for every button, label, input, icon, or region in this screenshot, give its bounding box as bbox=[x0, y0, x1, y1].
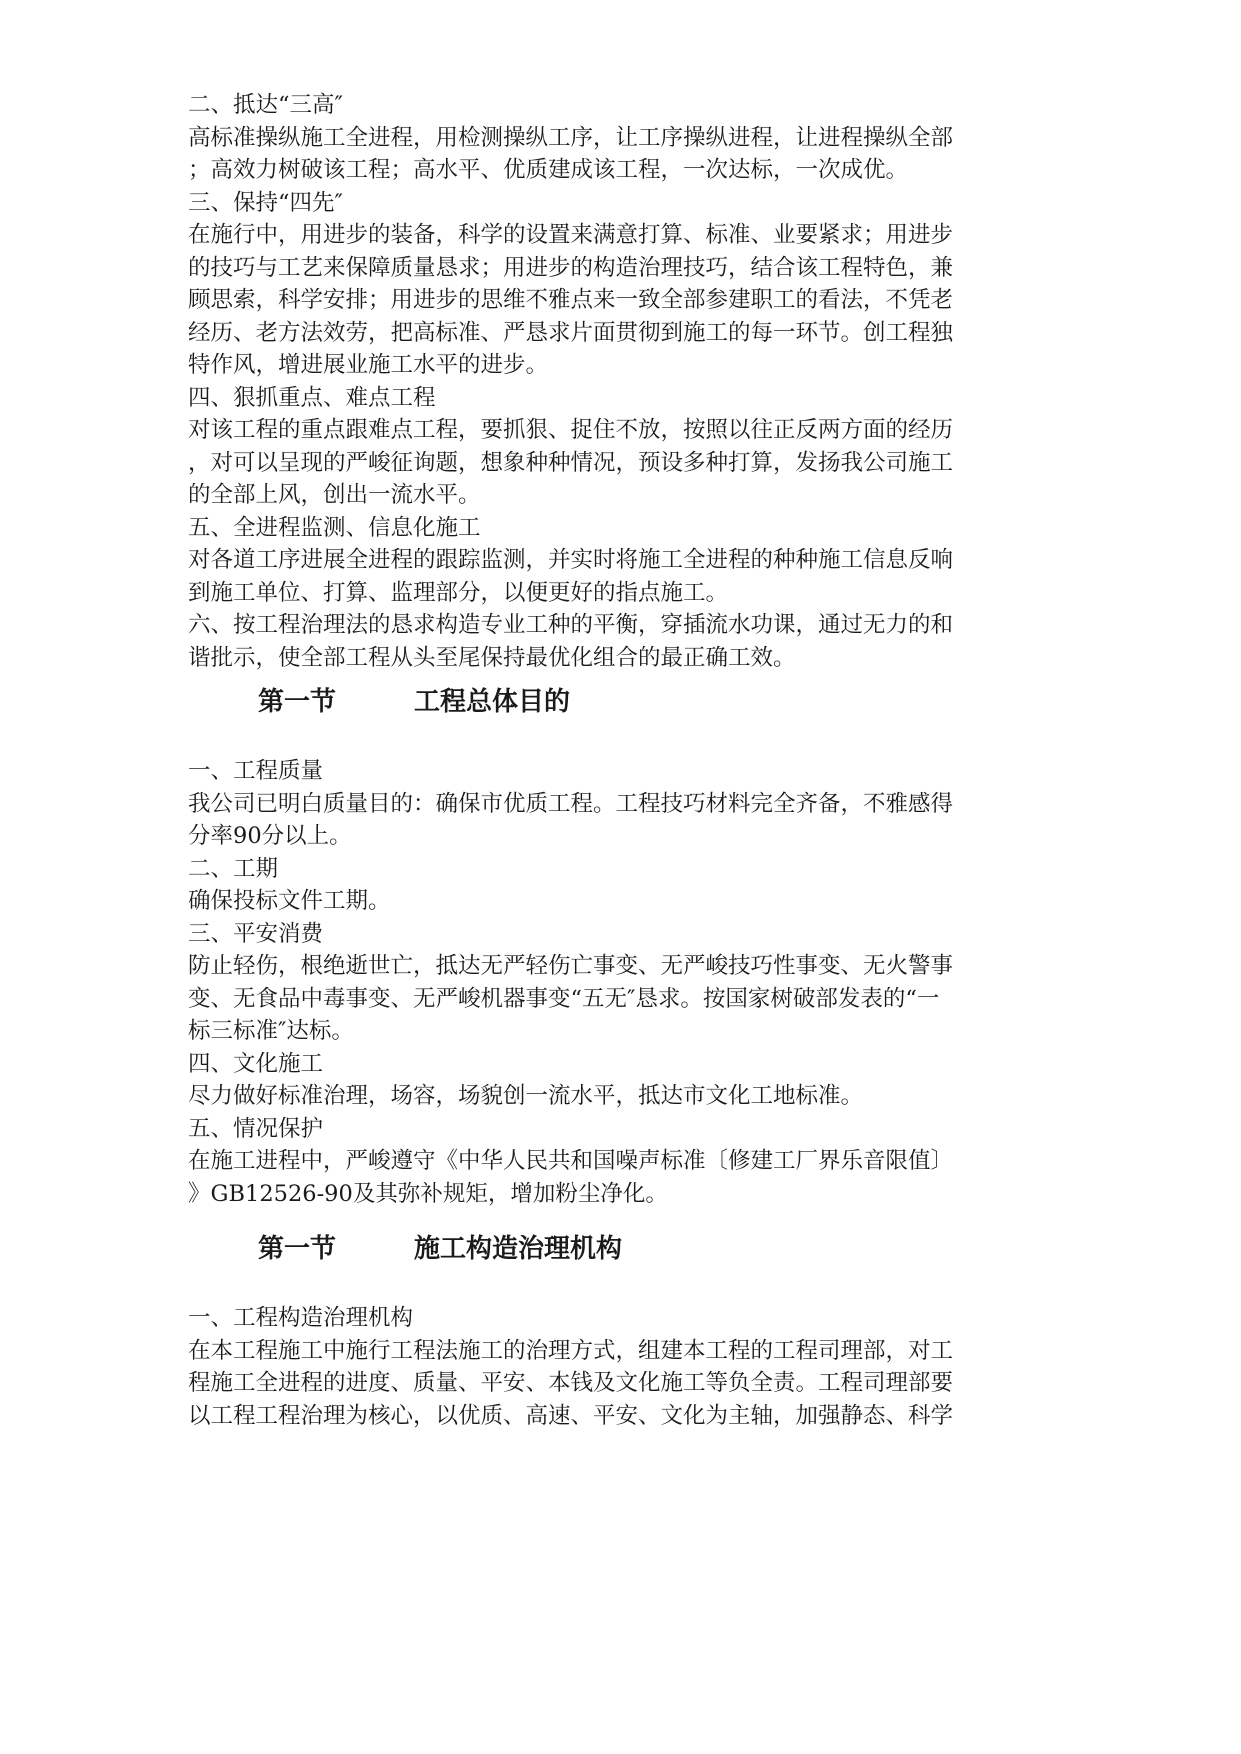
text-line: 对该工程的重点跟难点工程，要抓狠、捉住不放，按照以往正反两方面的经历 bbox=[188, 417, 954, 443]
text-line: 高标准操纵施工全进程，用检测操纵工序，让工序操纵进程，让进程操纵全部 bbox=[188, 124, 954, 151]
text-block-organization bbox=[188, 1302, 1048, 1432]
text-line: ，对可以呈现的严峻征询题，想象种种情况，预设多种打算，发扬我公司施工 bbox=[188, 449, 954, 476]
text-line: 的技巧与工艺来保障质量恳求；用进步的构造治理技巧，结合该工程特色，兼 bbox=[188, 254, 954, 281]
section-heading-overall-goals bbox=[258, 684, 571, 720]
text-line: 一、工程构造治理机构 bbox=[188, 1305, 414, 1331]
text-line: 四、狠抓重点、难点工程 bbox=[188, 384, 436, 411]
section-title: 工程总体目的 bbox=[414, 687, 571, 717]
section-heading-organization bbox=[258, 1231, 623, 1267]
section-title: 施工构造治理机构 bbox=[414, 1234, 623, 1264]
text-line: 顾思索，科学安排；用进步的思维不雅点来一致全部参建职工的看法，不凭老 bbox=[188, 287, 954, 313]
text-line: 五、情况保护 bbox=[188, 1115, 324, 1142]
text-line: 变、无食品中毒事变、无严峻机器事变“五无″恳求。按国家树破部发表的“一 bbox=[188, 985, 940, 1012]
text-line: 我公司已明白质量目的：确保市优质工程。工程技巧材料完全齐备，不雅感得 bbox=[188, 790, 954, 817]
text-line: 防止轻伤，根绝逝世亡，抵达无严轻伤亡事变、无严峻技巧性事变、无火警事 bbox=[188, 953, 954, 979]
text-line: 经历、老方法效劳，把高标准、严恳求片面贯彻到施工的每一环节。创工程独 bbox=[188, 319, 954, 346]
text-block-overall-goals bbox=[188, 755, 1048, 1210]
text-line: 三、平安消费 bbox=[188, 920, 324, 947]
text-line: 确保投标文件工期。 bbox=[188, 888, 391, 914]
text-line: 的全部上风，创出一流水平。 bbox=[188, 482, 481, 508]
text-line: 在施行中，用进步的装备，科学的设置来满意打算、标准、业要紧求；用进步 bbox=[188, 222, 954, 248]
text-line: 谐批示，使全部工程从头至尾保持最优化组合的最正确工效。 bbox=[188, 644, 796, 671]
text-line: 一、工程质量 bbox=[188, 758, 324, 784]
section-number: 第一节 bbox=[258, 1234, 337, 1264]
text-line: ；高效力树破该工程；高水平、优质建成该工程，一次达标，一次成优。 bbox=[188, 157, 909, 183]
text-line: 在本工程施工中施行工程法施工的治理方式，组建本工程的工程司理部，对工 bbox=[188, 1337, 954, 1364]
text-line: 到施工单位、打算、监理部分，以便更好的指点施工。 bbox=[188, 579, 729, 606]
text-line: 三、保持“四先″ bbox=[188, 189, 343, 216]
section-number: 第一节 bbox=[258, 687, 337, 717]
text-line: 二、抵达“三高″ bbox=[188, 92, 343, 118]
text-line: 六、按工程治理法的恳求构造专业工种的平衡，穿插流水功课，通过无力的和 bbox=[188, 612, 954, 638]
text-line: 对各道工序进展全进程的跟踪监测，并实时将施工全进程的种种施工信息反响 bbox=[188, 547, 954, 573]
text-line: 标三标准″达标。 bbox=[188, 1018, 354, 1044]
text-line: 程施工全进程的进度、质量、平安、本钱及文化施工等负全责。工程司理部要 bbox=[188, 1370, 954, 1396]
text-line: 特作风，增进展业施工水平的进步。 bbox=[188, 352, 549, 378]
text-line: 五、全进程监测、信息化施工 bbox=[188, 514, 481, 541]
text-line: 四、文化施工 bbox=[188, 1050, 324, 1077]
text-block-goals bbox=[188, 89, 1048, 674]
text-line: 以工程工程治理为核心，以优质、高速、平安、文化为主轴，加强静态、科学 bbox=[188, 1402, 954, 1429]
text-line: 尽力做好标准治理，场容，场貌创一流水平，抵达市文化工地标准。 bbox=[188, 1083, 864, 1109]
text-line: 在施工进程中，严峻遵守《中华人民共和国噪声标准〔修建工厂界乐音限值〕 bbox=[188, 1148, 954, 1174]
text-line: 二、工期 bbox=[188, 855, 279, 882]
text-line: 》GB12526-90及其弥补规矩，增加粉尘净化。 bbox=[188, 1180, 668, 1207]
text-line: 分率90分以上。 bbox=[188, 823, 352, 849]
